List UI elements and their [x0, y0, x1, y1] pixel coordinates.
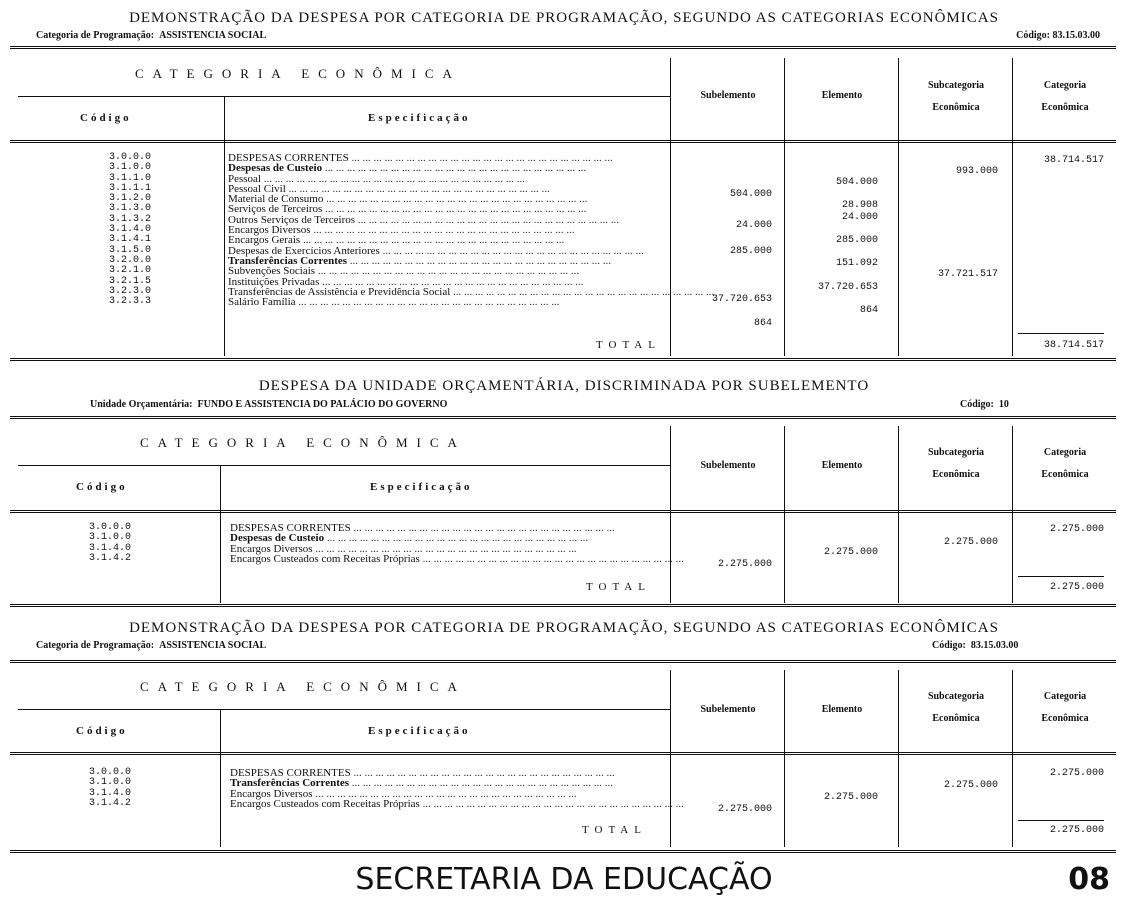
row-spec: Pessoal ... ... ... ... ... ... ... ... ... ... ... ... ... ... ... ... ... ... ... ... ... ... ... ...: [228, 172, 525, 185]
header-categoria: Categoria Econômica: [1041, 691, 1089, 724]
row-spec: Outros Serviços de Terceiros ... ... ... ... ... ... ... ... ... ... ... ... ... ... ... ... ... ... ... ... ... ... ... ...: [228, 213, 620, 226]
row-code: 3.1.1.0: [108, 172, 151, 184]
leader-dots: ... ... ... ... ... ... ... ... ... ... ... ... ... ... ... ... ... ... ... ... ... ... ... ...: [347, 254, 612, 267]
row-code: 3.1.3.2: [108, 213, 151, 225]
cell-elemento: 285.000: [835, 235, 878, 246]
leader-dots: ... ... ... ... ... ... ... ... ... ... ... ... ... ... ... ... ... ... ... ... ... ... ... ...: [348, 152, 613, 164]
row-code: 3.1.4.0: [88, 542, 131, 554]
header-codigo: Código: [76, 481, 128, 493]
cell-categoria: 2.275.000: [1049, 524, 1104, 535]
top-rule: [10, 660, 1116, 663]
header-categoria: Categoria Econômica: [1041, 447, 1089, 480]
header-elemento: Elemento: [821, 460, 863, 471]
header-categoria-economica: CATEGORIA ECONÔMICA: [140, 679, 466, 694]
header-bottom-rule: [10, 752, 1116, 755]
row-spec: Pessoal Civil ... ... ... ... ... ... ... ... ... ... ... ... ... ... ... ... ... ... ... ... ... ... ... ...: [228, 182, 550, 195]
row-spec: Encargos Diversos ... ... ... ... ... ... ... ... ... ... ... ... ... ... ... ... ... ... ... ... ... ... ... ...: [228, 224, 575, 237]
leader-dots: ... ... ... ... ... ... ... ... ... ... ... ... ... ... ... ... ... ... ... ... ... ... ... ...: [419, 552, 684, 565]
row-code: 3.1.4.1: [108, 234, 151, 246]
total-underline: [1018, 820, 1104, 821]
leader-dots: ... ... ... ... ... ... ... ... ... ... ... ... ... ... ... ... ... ... ... ... ... ... ... ...: [350, 522, 615, 534]
cell-subcategoria: 2.275.000: [943, 780, 998, 791]
cell-categoria: 2.275.000: [1049, 768, 1104, 779]
leader-dots: ... ... ... ... ... ... ... ... ... ... ... ... ... ... ... ... ... ... ... ... ... ... ... ...: [261, 172, 525, 185]
header-elemento: Elemento: [821, 90, 863, 101]
unit-code: Código: 10: [960, 399, 1009, 410]
bottom-rule: [10, 358, 1116, 361]
total-value: 2.275.000: [1049, 582, 1104, 593]
row-spec: Encargos Custeados com Receitas Próprias ... ... ... ... ... ... ... ... ... ... ... ... ... ... ... ... ... ... ... ... ... ... ... ...: [230, 552, 684, 565]
cell-subcategoria: 993.000: [955, 166, 998, 177]
cell-elemento: 37.720.653: [817, 282, 878, 293]
cell-categoria: 38.714.517: [1043, 155, 1104, 166]
footer-title: SECRETARIA DA EDUCAÇÃO: [355, 862, 773, 897]
leader-dots: ... ... ... ... ... ... ... ... ... ... ... ... ... ... ... ... ... ... ... ... ... ... ... ...: [324, 532, 589, 545]
page-number: 08: [1068, 862, 1110, 897]
row-spec: Despesas de Exercícios Anteriores ... ... ... ... ... ... ... ... ... ... ... ... ... ... ... ... ... ... ... ... ... ... ... ...: [228, 244, 644, 257]
row-spec: Material de Consumo ... ... ... ... ... ... ... ... ... ... ... ... ... ... ... ... ... ... ... ... ... ... ... ...: [228, 193, 588, 206]
total-value: 38.714.517: [1043, 340, 1104, 351]
total-label: TOTAL: [582, 824, 647, 836]
col-divider: [784, 426, 785, 603]
header-codigo: Código: [76, 725, 128, 737]
cell-subelemento: 864: [753, 318, 772, 329]
leader-dots: ... ... ... ... ... ... ... ... ... ... ... ... ... ... ... ... ... ... ... ... ... ... ... ...: [300, 234, 565, 247]
leader-dots: ... ... ... ... ... ... ... ... ... ... ... ... ... ... ... ... ... ... ... ... ... ... ... ...: [349, 777, 614, 790]
leader-dots: ... ... ... ... ... ... ... ... ... ... ... ... ... ... ... ... ... ... ... ... ... ... ... ...: [295, 296, 560, 309]
row-code: 3.0.0.0: [88, 522, 131, 533]
header-especificacao: Especificação: [368, 112, 471, 124]
row-code: 3.1.0.0: [88, 777, 131, 789]
program-category-label: Categoria de Programação: ASSISTENCIA SOCIAL: [36, 30, 267, 41]
col-divider: [670, 426, 671, 603]
total-label: TOTAL: [586, 581, 651, 593]
col-divider: [898, 58, 899, 356]
col-divider: [898, 670, 899, 847]
cell-subelemento: 2.275.000: [717, 559, 772, 570]
cell-elemento: 24.000: [841, 212, 878, 223]
row-spec: Encargos Diversos ... ... ... ... ... ... ... ... ... ... ... ... ... ... ... ... ... ... ... ... ... ... ... ...: [230, 787, 577, 800]
leader-dots: ... ... ... ... ... ... ... ... ... ... ... ... ... ... ... ... ... ... ... ... ... ... ... ...: [322, 203, 587, 216]
top-rule: [10, 46, 1116, 49]
row-code: 3.1.4.2: [88, 552, 131, 564]
leader-dots: ... ... ... ... ... ... ... ... ... ... ... ... ... ... ... ... ... ... ... ... ... ... ... ...: [312, 787, 577, 800]
header-codigo: Código: [80, 112, 132, 124]
leader-dots: ... ... ... ... ... ... ... ... ... ... ... ... ... ... ... ... ... ... ... ... ... ... ... ...: [379, 244, 644, 257]
row-code: 3.2.3.0: [108, 285, 151, 297]
header-categoria-economica: CATEGORIA ECONÔMICA: [140, 435, 466, 450]
section-title: DEMONSTRAÇÃO DA DESPESA POR CATEGORIA DE PROGRAMAÇÃO, SEGUNDO AS CATEGORIAS ECONÔMICAS: [129, 620, 999, 636]
bottom-rule: [10, 604, 1116, 607]
cell-subelemento: 504.000: [729, 189, 772, 200]
leader-dots: ... ... ... ... ... ... ... ... ... ... ... ... ... ... ... ... ... ... ... ... ... ... ... ...: [323, 193, 588, 206]
header-divider: [18, 96, 670, 97]
cell-subcategoria: 2.275.000: [943, 537, 998, 548]
header-subelemento: Subelemento: [700, 90, 756, 101]
col-divider: [220, 465, 221, 603]
header-especificacao: Especificação: [370, 481, 473, 493]
leader-dots: ... ... ... ... ... ... ... ... ... ... ... ... ... ... ... ... ... ... ... ... ... ... ... ...: [419, 797, 684, 810]
top-rule: [10, 416, 1116, 419]
code-column: [50, 768, 170, 809]
spec-column: [230, 522, 684, 565]
row-code: 3.0.0.0: [108, 152, 151, 163]
header-subelemento: Subelemento: [700, 704, 756, 715]
cell-subcategoria: 37.721.517: [937, 269, 998, 280]
row-spec: Transferências Correntes ... ... ... ... ... ... ... ... ... ... ... ... ... ... ... ... ... ... ... ... ... ... ... ...: [230, 777, 614, 790]
header-categoria: Categoria Econômica: [1041, 80, 1089, 113]
leader-dots: ... ... ... ... ... ... ... ... ... ... ... ... ... ... ... ... ... ... ... ... ... ... ... ...: [350, 767, 615, 779]
header-elemento: Elemento: [821, 704, 863, 715]
program-code: Código: 83.15.03.00: [1016, 30, 1100, 41]
header-divider: [18, 709, 670, 710]
spec-column: [230, 767, 684, 810]
code-column: [70, 153, 190, 307]
row-spec: Transferências de Assistência e Previdência Social ... ... ... ... ... ... ... ... ... ... ... ... ... ... ... ... ... ... ... ... ... ... ... ...: [228, 285, 715, 298]
cell-elemento: 504.000: [835, 177, 878, 188]
col-divider: [224, 96, 225, 356]
leader-dots: ... ... ... ... ... ... ... ... ... ... ... ... ... ... ... ... ... ... ... ... ... ... ... ...: [355, 213, 620, 226]
leader-dots: ... ... ... ... ... ... ... ... ... ... ... ... ... ... ... ... ... ... ... ... ... ... ... ...: [312, 542, 577, 555]
header-bottom-rule: [10, 140, 1116, 143]
row-spec: DESPESAS CORRENTES ... ... ... ... ... ... ... ... ... ... ... ... ... ... ... ... ... ... ... ... ... ... ... ...: [230, 767, 615, 779]
leader-dots: ... ... ... ... ... ... ... ... ... ... ... ... ... ... ... ... ... ... ... ... ... ... ... ...: [315, 265, 580, 278]
col-divider: [670, 58, 671, 356]
total-label: TOTAL: [596, 339, 661, 351]
row-code: 3.1.4.2: [88, 797, 131, 809]
total-underline: [1018, 333, 1104, 334]
cell-subelemento: 24.000: [735, 220, 772, 231]
row-code: 3.2.1.5: [108, 275, 151, 287]
budget-unit-label: Unidade Orçamentária: FUNDO E ASSISTENCIA DO PALÁCIO DO GOVERNO: [90, 399, 448, 410]
col-divider: [784, 670, 785, 847]
row-code: 3.1.3.0: [108, 203, 151, 215]
row-code: 3.1.1.1: [108, 182, 151, 194]
row-spec: Salário Família ... ... ... ... ... ... ... ... ... ... ... ... ... ... ... ... ... ... ... ... ... ... ... ...: [228, 296, 560, 309]
row-code: 3.1.2.0: [108, 193, 151, 205]
leader-dots: ... ... ... ... ... ... ... ... ... ... ... ... ... ... ... ... ... ... ... ... ... ... ... ...: [285, 182, 550, 195]
program-code: Código: 83.15.03.00: [932, 640, 1019, 651]
row-spec: Encargos Gerais ... ... ... ... ... ... ... ... ... ... ... ... ... ... ... ... ... ... ... ... ... ... ... ...: [228, 234, 565, 247]
row-code: 3.2.1.0: [108, 265, 151, 277]
row-spec: Despesas de Custeio ... ... ... ... ... ... ... ... ... ... ... ... ... ... ... ... ... ... ... ... ... ... ... ...: [230, 532, 589, 545]
leader-dots: ... ... ... ... ... ... ... ... ... ... ... ... ... ... ... ... ... ... ... ... ... ... ... ...: [319, 275, 584, 288]
total-underline: [1018, 576, 1104, 577]
col-divider: [1012, 58, 1013, 356]
leader-dots: ... ... ... ... ... ... ... ... ... ... ... ... ... ... ... ... ... ... ... ... ... ... ... ...: [450, 285, 715, 298]
code-column: [50, 523, 170, 564]
row-spec: Despesas de Custeio ... ... ... ... ... ... ... ... ... ... ... ... ... ... ... ... ... ... ... ... ... ... ... ...: [228, 162, 587, 175]
section-title: DEMONSTRAÇÃO DA DESPESA POR CATEGORIA DE PROGRAMAÇÃO, SEGUNDO AS CATEGORIAS ECONÔMICAS: [129, 10, 999, 26]
row-code: 3.1.4.0: [88, 787, 131, 799]
row-code: 3.2.3.3: [108, 296, 151, 308]
header-divider: [18, 465, 670, 466]
row-spec: Encargos Custeados com Receitas Próprias ... ... ... ... ... ... ... ... ... ... ... ... ... ... ... ... ... ... ... ... ... ... ... ...: [230, 797, 684, 810]
cell-elemento: 151.092: [835, 258, 878, 269]
row-code: 3.1.0.0: [88, 532, 131, 544]
cell-elemento: 2.275.000: [823, 792, 878, 803]
row-code: 3.1.4.0: [108, 224, 151, 236]
col-divider: [220, 709, 221, 847]
col-divider: [1012, 426, 1013, 603]
spec-column: [228, 152, 715, 309]
col-divider: [1012, 670, 1013, 847]
row-code: 3.2.0.0: [108, 254, 151, 266]
header-subcategoria: Subcategoria Econômica: [927, 691, 985, 724]
row-spec: Subvenções Sociais ... ... ... ... ... ... ... ... ... ... ... ... ... ... ... ... ... ... ... ... ... ... ... ...: [228, 265, 580, 278]
program-category-label: Categoria de Programação: ASSISTENCIA SOCIAL: [36, 640, 267, 651]
section-title: DESPESA DA UNIDADE ORÇAMENTÁRIA, DISCRIMINADA POR SUBELEMENTO: [258, 378, 870, 394]
row-spec: DESPESAS CORRENTES ... ... ... ... ... ... ... ... ... ... ... ... ... ... ... ... ... ... ... ... ... ... ... ...: [228, 152, 613, 164]
row-code: 3.1.5.0: [108, 244, 151, 256]
col-divider: [898, 426, 899, 603]
leader-dots: ... ... ... ... ... ... ... ... ... ... ... ... ... ... ... ... ... ... ... ... ... ... ... ...: [322, 162, 587, 175]
bottom-rule: [10, 850, 1116, 853]
header-subcategoria: Subcategoria Econômica: [927, 447, 985, 480]
header-especificacao: Especificação: [368, 725, 471, 737]
col-divider: [784, 58, 785, 356]
header-subelemento: Subelemento: [700, 460, 756, 471]
cell-subelemento: 37.720.653: [711, 294, 772, 305]
total-value: 2.275.000: [1049, 825, 1104, 836]
row-spec: Encargos Diversos ... ... ... ... ... ... ... ... ... ... ... ... ... ... ... ... ... ... ... ... ... ... ... ...: [230, 542, 577, 555]
header-subcategoria: Subcategoria Econômica: [927, 80, 985, 113]
cell-elemento: 2.275.000: [823, 547, 878, 558]
cell-elemento: 28.908: [841, 200, 878, 211]
cell-elemento: 864: [859, 305, 878, 316]
leader-dots: ... ... ... ... ... ... ... ... ... ... ... ... ... ... ... ... ... ... ... ... ... ... ... ...: [310, 224, 575, 237]
row-spec: Instituições Privadas ... ... ... ... ... ... ... ... ... ... ... ... ... ... ... ... ... ... ... ... ... ... ... ...: [228, 275, 584, 288]
cell-subelemento: 2.275.000: [717, 804, 772, 815]
row-code: 3.1.0.0: [108, 162, 151, 174]
row-spec: DESPESAS CORRENTES ... ... ... ... ... ... ... ... ... ... ... ... ... ... ... ... ... ... ... ... ... ... ... ...: [230, 522, 615, 534]
row-code: 3.0.0.0: [88, 767, 131, 778]
row-spec: Serviços de Terceiros ... ... ... ... ... ... ... ... ... ... ... ... ... ... ... ... ... ... ... ... ... ... ... ...: [228, 203, 587, 216]
cell-subelemento: 285.000: [729, 246, 772, 257]
header-categoria-economica: CATEGORIA ECONÔMICA: [135, 66, 461, 81]
row-spec: Transferências Correntes ... ... ... ... ... ... ... ... ... ... ... ... ... ... ... ... ... ... ... ... ... ... ... ...: [228, 254, 612, 267]
col-divider: [670, 670, 671, 847]
header-bottom-rule: [10, 510, 1116, 513]
